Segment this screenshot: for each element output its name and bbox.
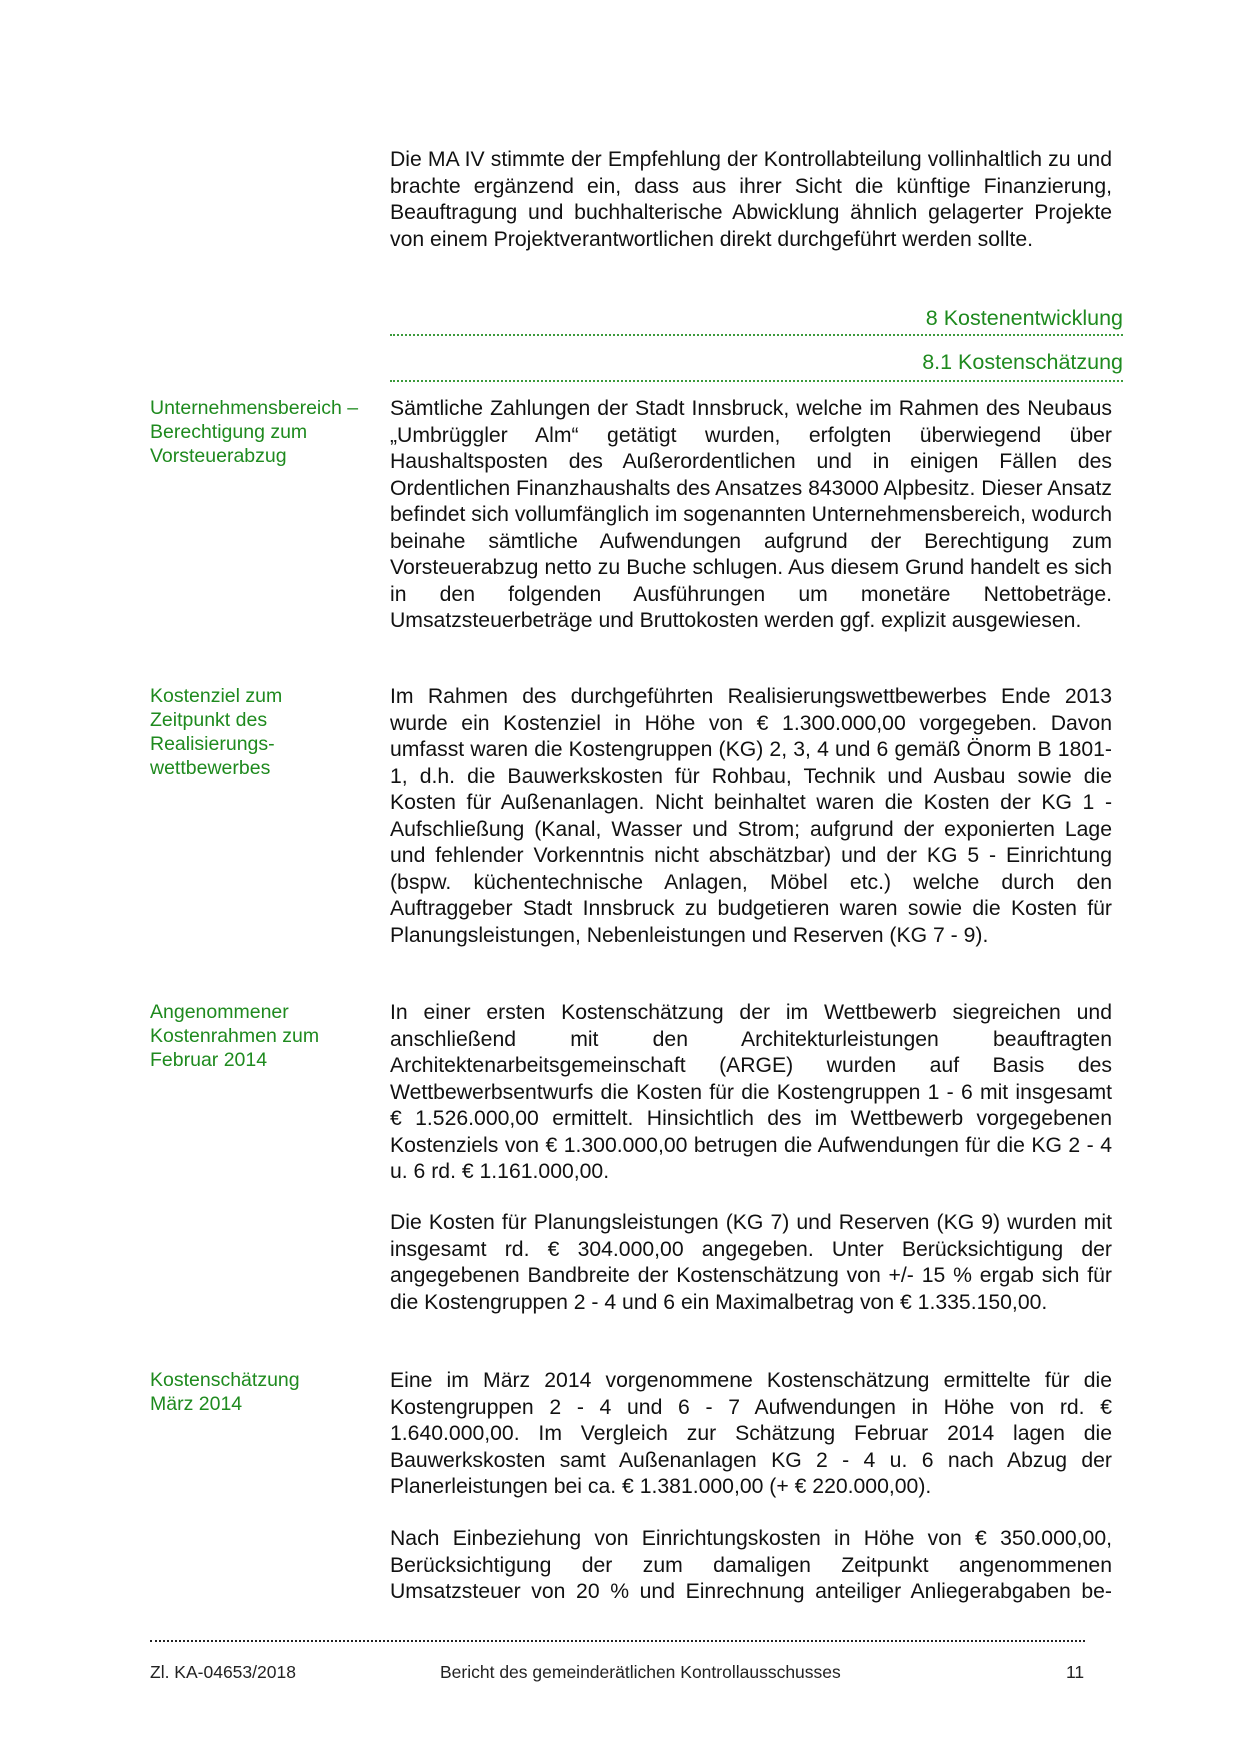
heading-divider-2 <box>390 380 1123 382</box>
margin-note-line: Realisierungs- <box>150 733 275 755</box>
intro-paragraph: Die MA IV stimmte der Empfehlung der Kontrollabteilung vollinhaltlich zu und brachte ergänzend ein, dass aus ihrer Sicht die künftige Finanzierung, Beauftragung und buchhalterische Abwicklung ähnlich gelagerter Projekte von einem Projektverantwortlichen direkt durchgeführt werden sollte. <box>390 148 1112 251</box>
margin-note-kostenziel <box>150 684 380 780</box>
margin-note-line: Unternehmensbereich – <box>150 397 359 419</box>
footer-divider <box>150 1640 1085 1642</box>
section-heading-8-1: 8.1 Kostenschätzung <box>922 350 1123 374</box>
margin-note-line: Februar 2014 <box>150 1049 268 1071</box>
page-number: 11 <box>1066 1662 1085 1682</box>
paragraph-kostenschaetzung-maerz: Eine im März 2014 vorgenommene Kostenschätzung ermittelte für die Kostengruppen 2 - 4 und 6 - 7 Aufwendungen in Höhe von rd. € 1.640.000,00. Im Vergleich zur Schätzung Februar 2014 lagen die Bauwerkskosten samt Außenanlagen KG 2 - 4 u. 6 nach Abzug der Planerleistungen bei ca. € 1.381.000,00 (+ € 220.000,00). <box>390 1369 1112 1498</box>
paragraph-einrichtungskosten: Nach Einbeziehung von Einrichtungskosten in Höhe von € 350.000,00, Berücksichtigung der zum damaligen Zeitpunkt angenommenen Umsatzsteuer von 20 % und Einrechnung anteiliger Anliegerabgaben be- <box>390 1527 1112 1603</box>
section-heading-8: 8 Kostenentwicklung <box>925 306 1123 330</box>
paragraph-kostenrahmen: In einer ersten Kostenschätzung der im Wettbewerb siegreichen und anschließend mit den Architekturleistungen beauftragten Architektenarbeitsgemeinschaft (ARGE) wurden auf Basis des Wettbewerbsentwurfs die Kosten für die Kostengruppen 1 - 6 mit insgesamt € 1.526.000,00 ermittelt. Hinsichtlich des im Wettbewerb vorgegebenen Kostenziels von € 1.300.000,00 betrugen die Aufwendungen für die KG 2 - 4 u. 6 rd. € 1.161.000,00. <box>390 1001 1112 1183</box>
margin-note-kostenrahmen <box>150 1000 380 1072</box>
margin-note-line: Zeitpunkt des <box>150 709 268 731</box>
margin-note-line: Berechtigung zum <box>150 421 308 443</box>
margin-note-line: März 2014 <box>150 1393 243 1415</box>
margin-note-line: Angenommener <box>150 1001 289 1023</box>
heading-divider-1 <box>390 334 1123 336</box>
margin-note-line: Kostenschätzung <box>150 1369 300 1391</box>
footer-title: Bericht des gemeinderätlichen Kontrollausschusses <box>440 1662 841 1682</box>
paragraph-kostenziel: Im Rahmen des durchgeführten Realisierungswettbewerbes Ende 2013 wurde ein Kostenziel in Höhe von € 1.300.000,00 vorgegeben. Davon umfasst waren die Kostengruppen (KG) 2, 3, 4 und 6 gemäß Önorm B 1801-1, d.h. die Bauwerkskosten für Rohbau, Technik und Ausbau sowie die Kosten für Außenanlagen. Nicht beinhaltet waren die Kosten der KG 1 - Aufschließung (Kanal, Wasser und Strom; aufgrund der exponierten Lage und fehlender Vorkenntnis nicht abschätzbar) und der KG 5 - Einrichtung (bspw. küchentechnische Anlagen, Möbel etc.) welche durch den Auftraggeber Stadt Innsbruck zu budgetieren waren sowie die Kosten für Planungsleistungen, Nebenleistungen und Reserven (KG 7 - 9). <box>390 685 1112 947</box>
footer-reference: Zl. KA-04653/2018 <box>150 1662 296 1682</box>
margin-note-line: Kostenziel zum <box>150 685 283 707</box>
margin-note-kostenschaetzung-maerz <box>150 1368 380 1416</box>
margin-note-line: wettbewerbes <box>150 757 271 779</box>
margin-note-line: Kostenrahmen zum <box>150 1025 320 1047</box>
margin-note-vorsteuerabzug <box>150 396 380 468</box>
paragraph-planungsleistungen: Die Kosten für Planungsleistungen (KG 7) und Reserven (KG 9) wurden mit insgesamt rd. € 304.000,00 angegeben. Unter Berücksichtigung der angegebenen Bandbreite der Kostenschätzung von +/- 15 % ergab sich für die Kostengruppen 2 - 4 und 6 ein Maximalbetrag von € 1.335.150,00. <box>390 1211 1112 1314</box>
paragraph-unternehmensbereich: Sämtliche Zahlungen der Stadt Innsbruck, welche im Rahmen des Neubaus „Umbrüggler Alm“ getätigt wurden, erfolgten überwiegend über Haushaltsposten des Außerordentlichen und in einigen Fällen des Ordentlichen Finanzhaushalts des Ansatzes 843000 Alpbesitz. Dieser Ansatz befindet sich vollumfänglich im sogenannten Unternehmensbereich, wodurch beinahe sämtliche Aufwendungen aufgrund der Berechtigung zum Vorsteuerabzug netto zu Buche schlugen. Aus diesem Grund handelt es sich in den folgenden Ausführungen um monetäre Nettobeträge. Umsatzsteuerbeträge und Bruttokosten werden ggf. explizit ausgewiesen. <box>390 397 1112 632</box>
margin-note-line: Vorsteuerabzug <box>150 445 287 467</box>
